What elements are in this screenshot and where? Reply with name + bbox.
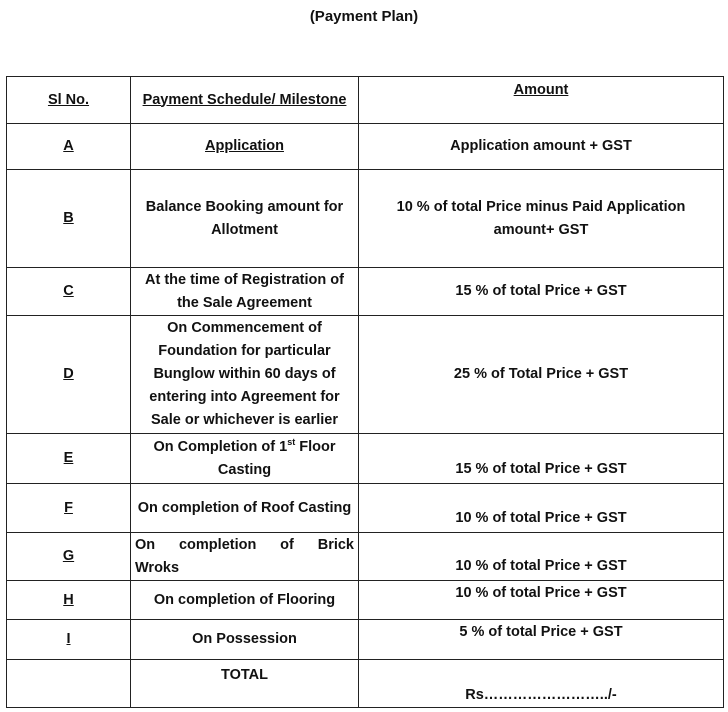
page-title: (Payment Plan) — [309, 8, 419, 25]
row-amount: Application amount + GST — [359, 124, 724, 170]
payment-plan-table — [6, 76, 724, 708]
row-milestone: On Possession — [131, 620, 359, 660]
row-sl: D — [7, 316, 131, 434]
row-sl: G — [7, 533, 131, 581]
row-amount: 25 % of Total Price + GST — [359, 316, 724, 434]
table-row — [7, 170, 724, 268]
table-row — [7, 533, 724, 581]
row-sl: A — [7, 124, 131, 170]
row-sl: I — [7, 620, 131, 660]
row-sl: B — [7, 170, 131, 268]
row-amount: 15 % of total Price + GST — [359, 434, 724, 484]
row-amount: 10 % of total Price + GST — [359, 533, 724, 581]
row-amount: 10 % of total Price + GST — [359, 581, 724, 620]
header-row — [7, 77, 724, 124]
table-row — [7, 268, 724, 316]
ordinal-suffix: st — [287, 436, 296, 447]
row-sl-text: E — [63, 450, 74, 466]
row-amount: 10 % of total Price + GST — [359, 484, 724, 533]
table-row — [7, 620, 724, 660]
table-row — [7, 434, 724, 484]
row-milestone: On Commencement of Foundation for particular Bunglow within 60 days of entering into Agreement for Sale or whichever is earlier — [131, 316, 359, 434]
row-milestone: On completion of Brick Wroks — [131, 533, 359, 581]
table-row — [7, 316, 724, 434]
row-amount: 15 % of total Price + GST — [359, 268, 724, 316]
row-milestone — [131, 434, 359, 484]
row-sl: H — [7, 581, 131, 620]
table-row — [7, 581, 724, 620]
total-label: TOTAL — [131, 660, 359, 708]
milestone-post: Floor Casting — [217, 438, 336, 478]
header-schedule: Payment Schedule/ Milestone — [131, 77, 359, 124]
header-amount: Amount — [359, 77, 724, 124]
row-sl: C — [7, 268, 131, 316]
row-milestone: On completion of Roof Casting — [131, 484, 359, 533]
milestone-pre: On Completion of 1 — [153, 438, 288, 455]
row-milestone: At the time of Registration of the Sale Agreement — [131, 268, 359, 316]
total-amount: Rs……………………../- — [359, 660, 724, 708]
header-sl-no: Sl No. — [7, 77, 131, 124]
total-sl — [7, 660, 131, 708]
row-sl — [7, 434, 131, 484]
row-milestone: Application — [131, 124, 359, 170]
table-row — [7, 484, 724, 533]
table-row — [7, 124, 724, 170]
row-milestone: Balance Booking amount for Allotment — [131, 170, 359, 268]
row-amount: 5 % of total Price + GST — [359, 620, 724, 660]
total-row — [7, 660, 724, 708]
row-amount: 10 % of total Price minus Paid Application amount+ GST — [359, 170, 724, 268]
row-milestone: On completion of Flooring — [131, 581, 359, 620]
row-sl: F — [7, 484, 131, 533]
